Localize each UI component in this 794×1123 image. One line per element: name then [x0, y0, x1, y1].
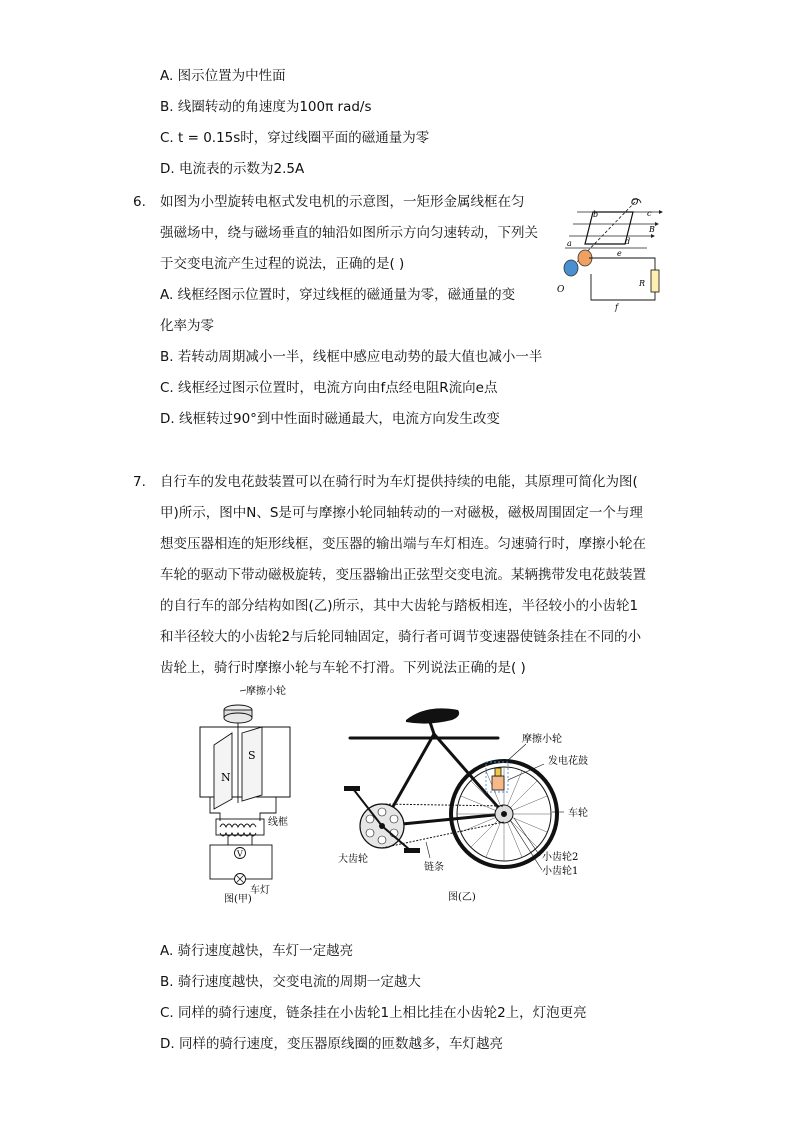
fig-jia-coil-label: 线框 — [268, 817, 288, 828]
q7-stem-7: 齿轮上，骑行时摩擦小轮与车轮不打滑。下列说法正确的是( ) — [160, 660, 526, 676]
q6-option-d: D. 线框转过90°到中性面时磁通最大，电流方向发生改变 — [160, 411, 500, 427]
q6-stem-1: 如图为小型旋转电枢式发电机的示意图，一矩形金属线框在匀 — [160, 194, 525, 210]
fig-yi-small1-label: 小齿轮1 — [542, 866, 579, 877]
q6-stem-3: 于交变电流产生过程的说法，正确的是( ) — [160, 256, 405, 272]
q5-option-a: A. 图示位置为中性面 — [160, 68, 286, 84]
fig-jia-voltmeter: V — [237, 849, 243, 859]
q7-option-a: A. 骑行速度越快，车灯一定越亮 — [160, 943, 354, 959]
q6-label-e: e — [617, 249, 622, 258]
fig-yi-friction-label: 摩擦小轮 — [522, 734, 562, 745]
fig-yi-chain-label: 链条 — [424, 862, 444, 873]
q5-option-b: B. 线圈转动的角速度为100π rad/s — [160, 99, 372, 115]
fig-yi-wheel-label: 车轮 — [568, 808, 588, 819]
q6-label-r: R — [639, 279, 646, 288]
q7-figure-yi — [330, 700, 600, 906]
q7-figure-jia — [196, 683, 306, 905]
q6-option-a: A. 线框经图示位置时，穿过线框的磁通量为零，磁通量的变 — [160, 287, 516, 303]
q6-label-b-field: B — [649, 225, 655, 234]
q6-label-b: b — [593, 210, 599, 219]
q6-label-o-bottom: O — [557, 285, 565, 295]
q7-option-d: D. 同样的骑行速度，变压器原线圈的匝数越多，车灯越亮 — [160, 1036, 503, 1052]
q6-label-f: f — [615, 303, 618, 312]
q7-stem-6: 和半径较大的小齿轮2与后轮同轴固定，骑行者可调节变速器使链条挂在不同的小 — [160, 629, 642, 645]
q7-option-c: C. 同样的骑行速度，链条挂在小齿轮1上相比挂在小齿轮2上，灯泡更亮 — [160, 1005, 587, 1021]
q7-stem-3: 想变压器相连的矩形线框，变压器的输出端与车灯相连。匀速骑行时，摩擦小轮在 — [160, 536, 646, 552]
q6-generator-figure — [555, 192, 667, 314]
fig-yi-big-gear-label: 大齿轮 — [338, 854, 368, 865]
q6-option-b: B. 若转动周期减小一半，线框中感应电动势的最大值也减小一半 — [160, 349, 543, 365]
q6-option-a-cont: 化率为零 — [160, 318, 214, 334]
q6-label-c: c — [647, 209, 652, 218]
q5-option-c: C. t = 0.15s时，穿过线圈平面的磁通量为零 — [160, 130, 430, 146]
fig-jia-n-pole: N — [221, 771, 231, 784]
q7-option-b: B. 骑行速度越快，交变电流的周期一定越大 — [160, 974, 421, 990]
fig-yi-caption: 图(乙) — [448, 892, 476, 903]
fig-jia-s-pole: S — [248, 749, 256, 762]
q6-option-c: C. 线框经过图示位置时，电流方向由f点经电阻R流向e点 — [160, 380, 498, 396]
q7-stem-4: 车轮的驱动下带动磁极旋转，变压器输出正弦型交变电流。某辆携带发电花鼓装置 — [160, 567, 646, 583]
q7-stem-2: 甲)所示，图中N、S是可与摩擦小轮同轴转动的一对磁极，磁极周围固定一个与理 — [160, 505, 643, 521]
q6-label-a: a — [567, 239, 572, 248]
q6-label-d: d — [625, 237, 631, 246]
fig-jia-caption: 图(甲) — [224, 894, 252, 905]
q7-stem-5: 的自行车的部分结构如图(乙)所示，其中大齿轮与踏板相连，半径较小的小齿轮1 — [160, 598, 639, 614]
fig-yi-hub-label: 发电花鼓 — [548, 756, 588, 767]
q7-number: 7. — [133, 474, 146, 490]
q6-label-o-top: O — [631, 198, 639, 208]
q7-stem-1: 自行车的发电花鼓装置可以在骑行时为车灯提供持续的电能，其原理可简化为图( — [160, 474, 638, 490]
fig-jia-label-wheel: 摩擦小轮 — [246, 686, 286, 697]
q5-option-d: D. 电流表的示数为2.5A — [160, 161, 305, 177]
fig-yi-small2-label: 小齿轮2 — [542, 852, 579, 863]
q6-number: 6. — [133, 194, 146, 210]
fig-jia-lamp-label: 车灯 — [250, 885, 270, 896]
q6-stem-2: 强磁场中，绕与磁场垂直的轴沿如图所示方向匀速转动，下列关 — [160, 225, 538, 241]
